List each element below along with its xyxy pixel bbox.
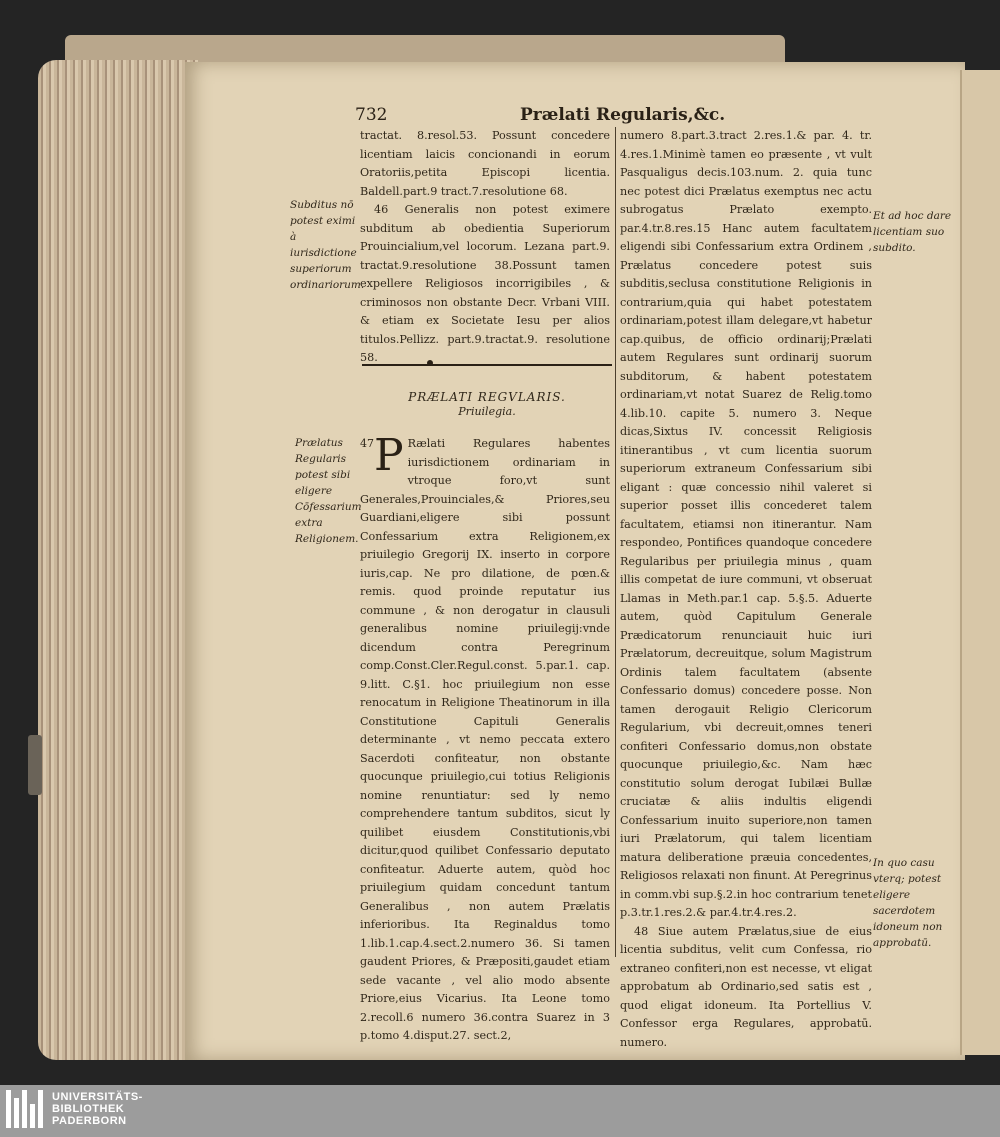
library-logo-icon (6, 1090, 44, 1128)
left-paragraph: 46 Generalis non potest eximere subditum ab obedientia Superiorum Prouincialium,vel locorum. Lezana part.9. tractat.9.resolutione 38.Possunt tamen expellere Religiosos incorrigibiles , & criminosos non obstante Decr. Vrbani VIII. & etiam ex Societate Iesu per alios titulos.Pellizz. part.9.tractat.9. resolutione 58. (360, 203, 610, 364)
running-title: Prælati Regularis,&c. (520, 105, 726, 125)
paragraph-number: 47 (360, 437, 374, 450)
margin-note: Subditus nō potest eximi à iurisdictione superiorum ordinariorum. (290, 199, 365, 291)
margin-note: In quo casu vterq; potest eligere sacerdotem idoneum non approbatū. (873, 857, 943, 949)
right-page-edge (960, 70, 1000, 1055)
paragraph-47 (360, 430, 610, 1046)
drop-capital: P (374, 430, 404, 481)
section-subtitle: Priuilegia. (458, 405, 516, 418)
left-column (360, 127, 610, 368)
margin-note: Prælatus Regularis potest sibi eligere Cōfessarium extra Religionem. (295, 437, 362, 545)
footer-bar (0, 1085, 1000, 1137)
left-paragraph: tractat. 8.resol.53. Possunt concedere licentiam laicis concionandi in eorum Oratoriis,petita Episcopi licentia. Baldell.part.9 tract.7.resolutione 68. (360, 129, 610, 198)
library-name: UNIVERSITÄTS- BIBLIOTHEK PADERBORN (52, 1091, 143, 1127)
ornamental-divider (362, 360, 612, 370)
section-title: PRÆLATI REGVLARIS. (408, 390, 566, 404)
paragraph-47-text: Rælati Regulares habentes iurisdictionem ordinariam in vtroque foro,vt sunt Generales,Prouinciales,& Priores,seu Guardiani,eligere sibi possunt Confessarium extra Religionem,ex priuilegio Gregorij IX. inserto in corpore iuris,cap. Ne pro dilatione, de pœn.& remis. quod proinde reputatur ius commune , & non derogatur in clausuli generalibus nomine priuilegij:vnde dicendum contra Peregrinum comp.Const.Cler.Regul.const. 5.par.1. cap. 9.litt. C.§1. hoc priuilegium non esse renocatum in Religione Theatinorum in illa Constitutione Capituli Generalis determinante , vt nemo peccata extero Sacerdoti confiteatur, non obstante quocunque priuilegio,cui totius Religionis nomine renuntiatur: sed ly nemo comprehendere tantum subditos, sicut ly quilibet eiusdem Constitutionis,vbi dicitur,quod quilibet Confessario deputato confiteatur. Aduerte autem, quòd hoc priuilegium quidam concedunt tantum Generalibus , non autem Prælatis inferioribus. Ita Reginaldus tomo 1.lib.1.cap.4.sect.2.numero 36. Si tamen gaudent Priores, & Præpositi,gaudet etiam sede vacante , vel alio modo absente Priore,eius Vicarius. Ita Leone tomo 2.recoll.6 numero 36.contra Suarez in 3 p.tomo 4.disput.27. sect.2, (360, 437, 610, 1042)
column-rule (615, 127, 616, 957)
right-column (620, 127, 872, 1052)
page-number: 732 (355, 105, 388, 125)
right-paragraph: numero 8.part.3.tract 2.res.1.& par. 4. tr. 4.res.1.Minimè tamen eo præsente , vt vult Pasqualigus decis.103.num. 2. quia tunc nec potest dici Prælatus exemptus nec actu subrogatus Prælato exempto. par.4.tr.8.res.15 Hanc autem facultatem eligendi sibi Confessarium extra Ordinem , Prælatus concedere potest suis subditis,seclusa constitutione Religionis in contrarium,quia qui habet potestatem ordinariam,potest illam delegare,vt habetur cap.quibus, de officio ordinarij;Prælati autem Regulares sunt ordinarij suorum subditorum, & habent potestatem ordinariam,vt notat Suarez de Relig.tomo 4.lib.10. capite 5. numero 3. Neque dicas,Sixtus IV. concessit Religiosis itinerantibus , vt cum licentia suorum superiorum extraneum Confessarium sibi eligant : quæ concessio nihil valeret si superior posset illis concederet talem facultatem, etiamsi non itinerantur. Nam respondeo, Pontifices quandoque concedere Regularibus per priuilegia minus , quam illis competat de iure communi, vt obseruat Llamas in Meth.par.1 cap. 5.§.5. Aduerte autem, quòd Capitulum Generale Prædicatorum renunciauit huic iuri Prælatorum, decreuitque, solum Magistrum Ordinis talem facultatem (absente Confessario domus) concedere posse. Non tamen derogauit Religio Clericorum Regularium, vbi decreuit,omnes teneri confiteri Confessario domus,non obstate quocunque priuilegio,&c. Nam hæc constitutio solum derogat Iubilæi Bullæ cruciatæ & aliis indultis eligendi Confessarium inuito superiore,non tamen iuri Prælatorum, qui talem licentiam matura deliberatione præuia concedentes, Religiosos relaxati non finunt. At Peregrinus in comm.vbi sup.§.2.in hoc contrarium tenet p.3.tr.1.res.2.& par.4.tr.4.res.2. (620, 129, 872, 919)
right-paragraph: 48 Siue autem Prælatus,siue de eius licentia subditus, velit cum Confessa, rio extraneo confiteri,non est necesse, vt eligat approbatum ab Ordinario,sed satis est , quod eligat idoneum. Ita Portellius V. Confessor erga Regulares, approbatū. numero. (620, 924, 872, 1049)
book-clasp (28, 735, 42, 795)
book-page-edges (38, 60, 198, 1060)
margin-note: Et ad hoc dare licentiam suo subdito. (873, 210, 952, 254)
library-logo (6, 1090, 143, 1128)
